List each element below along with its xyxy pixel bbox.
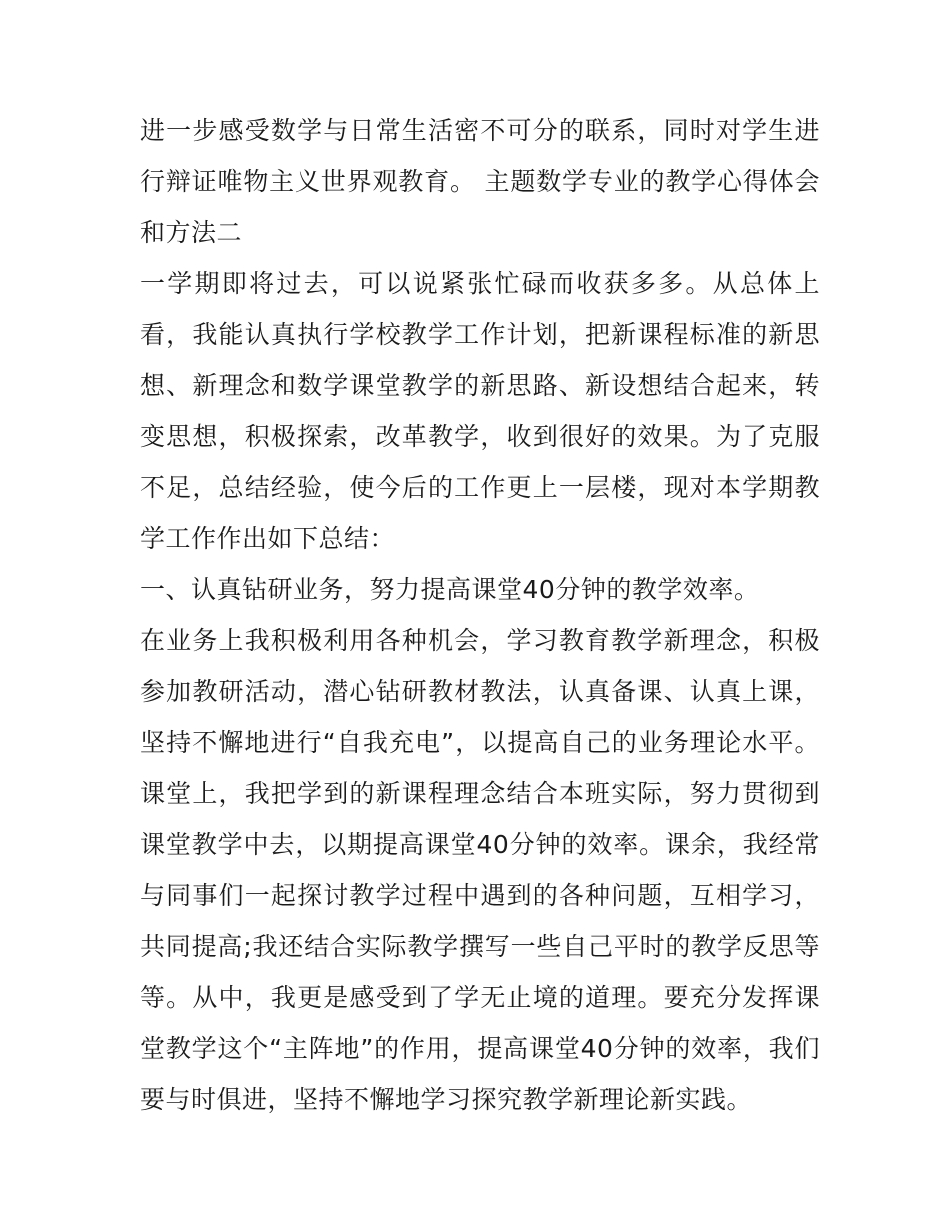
- paragraph-semester-summary: 一学期即将过去，可以说紧张忙碌而收获多多。从总体上看，我能认真执行学校教学工作计划，把新课程标准的新思想、新理念和数学课堂教学的新思路、新设想结合起来，转变思想，积极探索，改革教学，收到很好的效果。为了克服不足，总结经验，使今后的工作更上一层楼，现对本学期教学工作作出如下总结：: [140, 269, 820, 553]
- paragraph-professional-study: 在业务上我积极利用各种机会，学习教育教学新理念，积极参加教研活动，潜心钻研教材教法，认真备课、认真上课，坚持不懈地进行“自我充电”，以提高自己的业务理论水平。课堂上，我把学到的新课程理念结合本班实际，努力贯彻到课堂教学中去，以期提高课堂40分钟的效率。课余，我经常与同事们一起探讨教学过程中遇到的各种问题，互相学习，共同提高;我还结合实际教学撰写一些自己平时的教学反思等等。从中，我更是感受到了学无止境的道理。要充分发挥课堂教学这个“主阵地”的作用，提高课堂40分钟的效率，我们要与时俱进，坚持不懈地学习探究教学新理论新实践。: [140, 626, 820, 1114]
- paragraph-intro-continuation: 进一步感受数学与日常生活密不可分的联系，同时对学生进行辩证唯物主义世界观教育。 主题数学专业的教学心得体会和方法二: [140, 116, 820, 247]
- document-body: [140, 105, 820, 1125]
- section-heading-one: 一、认真钻研业务，努力提高课堂40分钟的教学效率。: [140, 575, 760, 604]
